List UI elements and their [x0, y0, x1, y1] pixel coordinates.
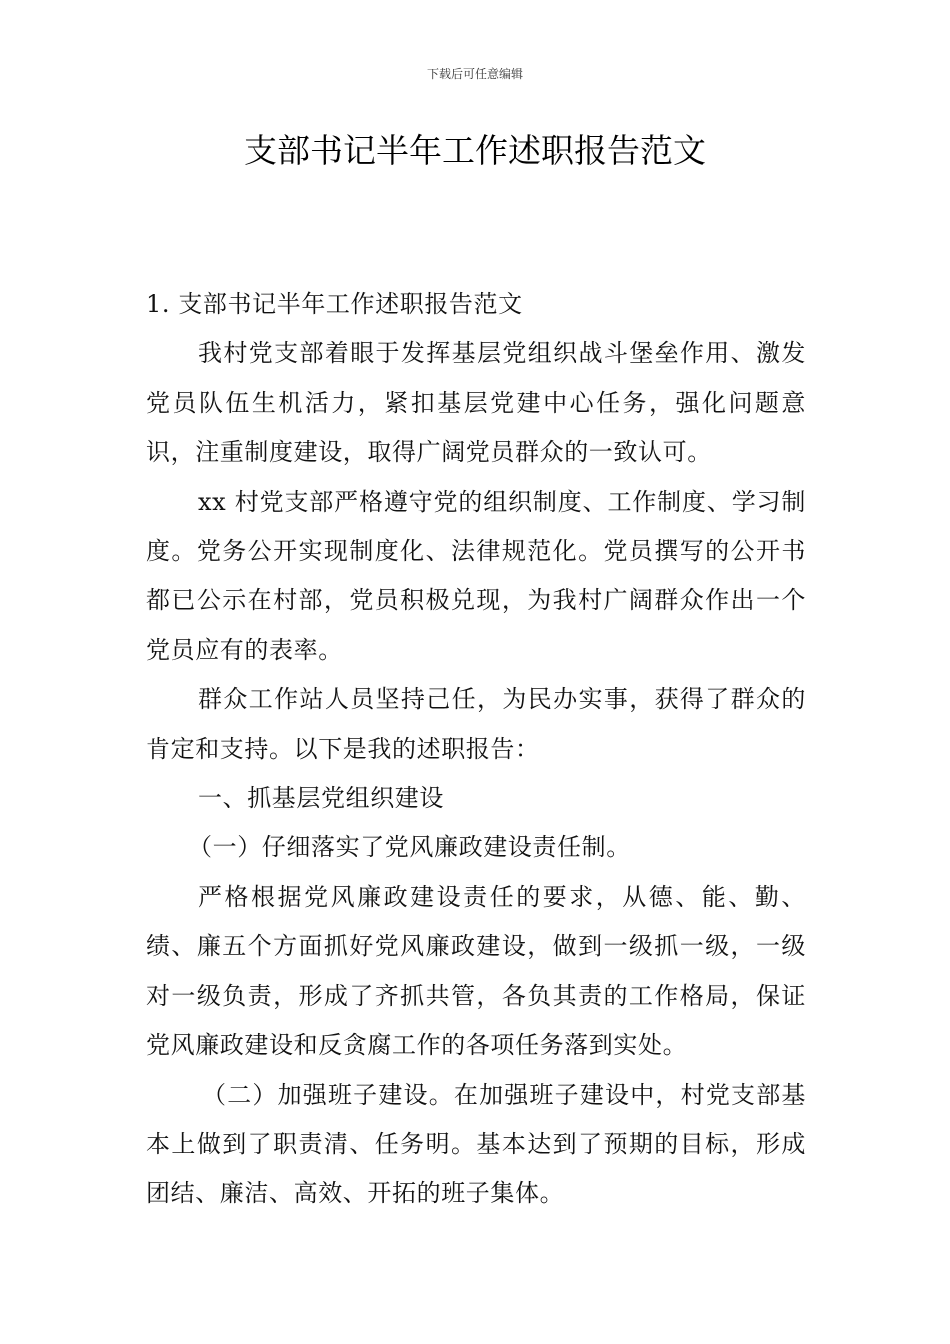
section-heading: 1. 支部书记半年工作述职报告范文	[146, 290, 523, 318]
body-paragraph: 我村党支部着眼于发挥基层党组织战斗堡垒作用、激发党员队伍生机活力，紧扣基层党建中心任务，强化问题意识，注重制度建设，取得广阔党员群众的一致认可。	[146, 339, 806, 467]
sub-item-heading: （一）仔细落实了党风廉政建设责任制。	[188, 833, 631, 862]
document-body	[146, 280, 806, 1219]
body-paragraph: xx 村党支部严格遵守党的组织制度、工作制度、学习制度。党务公开实现制度化、法律规范化。党员撰写的公开书都已公示在村部，党员积极兑现，为我村广阔群众作出一个党员应有的表率。	[146, 487, 806, 664]
document-title: 支部书记半年工作述职报告范文	[244, 131, 706, 170]
page-header-note: 下载后可任意编辑	[426, 67, 523, 81]
subsection-heading: 一、抓基层党组织建设	[198, 784, 444, 813]
body-paragraph: （二）加强班子建设。在加强班子建设中，村党支部基本上做到了职责清、任务明。基本达到了预期的目标，形成团结、廉洁、高效、开拓的班子集体。	[146, 1080, 806, 1208]
body-paragraph: 群众工作站人员坚持己任，为民办实事，获得了群众的肯定和支持。以下是我的述职报告：	[146, 685, 806, 763]
body-paragraph: 严格根据党风廉政建设责任的要求，从德、能、勤、绩、廉五个方面抓好党风廉政建设，做到一级抓一级，一级对一级负责，形成了齐抓共管，各负其责的工作格局，保证党风廉政建设和反贪腐工作的各项任务落到实处。	[146, 882, 806, 1060]
